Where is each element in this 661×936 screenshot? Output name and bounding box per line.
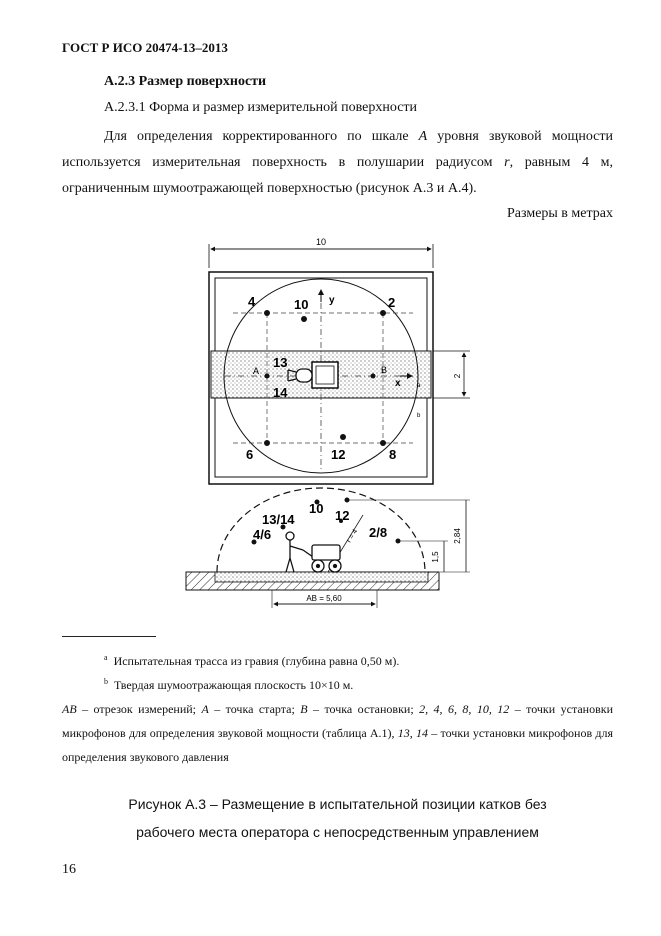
footnote-a: $^a$ Испытательная трасса из гравия (глубина равна 0,50 м). <box>104 653 400 668</box>
mic-label-12: 12 <box>331 447 346 462</box>
mic-label-10: 10 <box>294 297 309 312</box>
caption-line-2: рабочего места оператора с непосредственным управлением <box>136 824 539 840</box>
mic-point-4 <box>264 310 270 316</box>
section-heading: А.2.3 Размер поверхности <box>104 74 267 89</box>
axis-x-label: x <box>395 378 401 389</box>
mic-point-6 <box>264 440 270 446</box>
mic-label-8: 8 <box>389 447 397 462</box>
note-a-label: a <box>417 383 421 389</box>
mic-point-10 <box>301 316 307 322</box>
operator-figure <box>286 532 303 572</box>
figure-a3-diagram <box>150 236 462 611</box>
top-dimension-label: 10 <box>315 237 327 247</box>
note-b-label: b <box>417 413 421 419</box>
height-15-label: 1,5 <box>431 551 440 563</box>
figure-legend: AB – отрезок измерений; A – точка старта; B – точка остановки; 2, 4, 6, 8, 10, 12 – точки установки микрофонов для определения звуковой мощности (таблица А.1), 13, 14 – точки установки микрофонов для определения звукового давления <box>62 702 613 764</box>
radius-label: r = 4 <box>345 528 360 545</box>
footnote-b: $^b$ Твердая шумоотражающая плоскость 10×10 м. <box>104 677 354 692</box>
body-paragraph: Для определения корректированного по шкале A уровня звуковой мощности используется измерительная поверхность в полушарии радиусом r, равным 4 м, ограниченным шумоотражающей поверхностью (рисунок А.3 и А.4). <box>62 129 613 196</box>
side-label-28: 2/8 <box>369 525 388 540</box>
height-284-label: 2,84 <box>453 528 462 544</box>
axis-y-label: y <box>329 295 335 306</box>
caption-line-1: Рисунок А.3 – Размещение в испытательной позиции катков без <box>128 796 547 812</box>
document-header: ГОСТ Р ИСО 20474-13–2013 <box>62 40 228 55</box>
dimensions-note: Размеры в метрах <box>507 206 613 221</box>
mic-label-4: 4 <box>248 294 256 309</box>
gravel-layer <box>215 572 428 582</box>
point-B-label: B <box>381 365 388 375</box>
mic-label-6: 6 <box>246 447 254 462</box>
side-label-12: 12 <box>335 508 350 523</box>
subsection-title: А.2.3.1 Форма и размер измерительной поверхности <box>104 100 418 115</box>
point-A-label: A <box>253 366 260 376</box>
page-number: 16 <box>62 862 76 877</box>
mic-point-8 <box>380 440 386 446</box>
mic-label-13: 13 <box>273 355 288 370</box>
point-A-mark <box>265 374 270 379</box>
mic-point-12 <box>340 434 346 440</box>
side-view <box>186 488 470 608</box>
point-B-mark <box>371 374 376 379</box>
side-label-10: 10 <box>309 501 324 516</box>
side-label-1314: 13/14 <box>262 512 295 527</box>
ab-length-label: AB = 5,60 <box>306 594 342 603</box>
footnote-rule <box>62 636 156 637</box>
side-label-46: 4/6 <box>253 527 272 542</box>
roller-side-view <box>303 545 341 572</box>
figure-caption <box>62 790 613 846</box>
mic-label-14: 14 <box>273 385 288 400</box>
plan-view <box>209 237 470 484</box>
mic-label-2: 2 <box>388 295 396 310</box>
track-width-label: 2 <box>453 373 462 379</box>
mic-point-2 <box>380 310 386 316</box>
